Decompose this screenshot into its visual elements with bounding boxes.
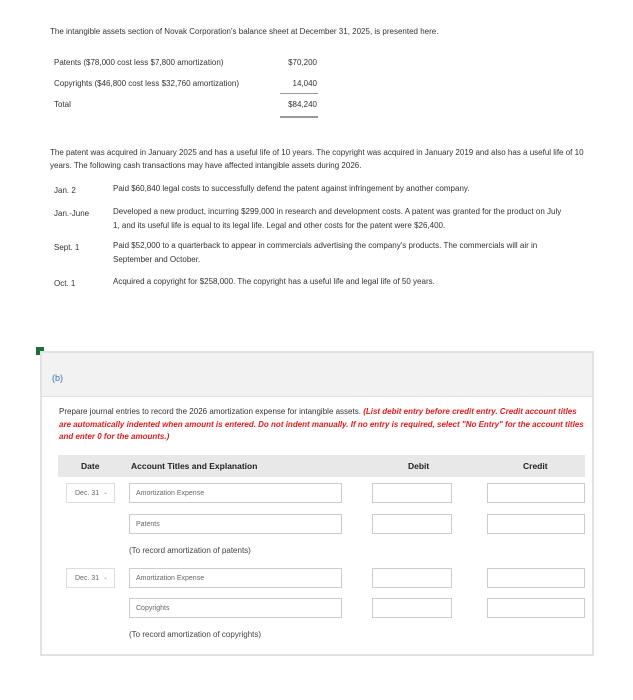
chevron-down-icon: ⌄ [102, 575, 108, 581]
header-date: Date [81, 461, 100, 471]
transaction-text: Paid $60,840 legal costs to successfully defend the patent against infringement by another company. [113, 184, 470, 193]
date-value: Dec. 31 [75, 490, 100, 497]
header-debit: Debit [408, 461, 430, 471]
entry-explanation: (To record amortization of copyrights) [129, 630, 262, 639]
credit-input[interactable] [487, 483, 585, 503]
copyrights-label: Copyrights ($46,800 cost less $32,760 amortization) [54, 79, 239, 88]
copyrights-amount: 14,040 [292, 79, 317, 88]
debit-input[interactable] [372, 483, 452, 503]
credit-input[interactable] [487, 598, 585, 618]
journal-table-header [58, 455, 585, 477]
account-title-input[interactable]: Amortization Expense [129, 483, 342, 503]
part-label: (b) [52, 373, 63, 383]
transaction-text: Developed a new product, incurring $299,000 in research and development costs. A patent was granted for the product on July 1, and its useful life is equal to its legal life. Legal and other costs for the patent were $26,400. [113, 207, 562, 230]
credit-input[interactable] [487, 514, 585, 534]
credit-input[interactable] [487, 568, 585, 588]
instructions [59, 406, 589, 444]
transaction-text: Acquired a copyright for $258,000. The copyright has a useful life and legal life of 50 years. [113, 277, 435, 286]
patents-label: Patents ($78,000 cost less $7,800 amortization) [54, 58, 224, 67]
total-rule [280, 116, 318, 118]
chevron-down-icon: ⌄ [102, 490, 108, 496]
transaction-text: Paid $52,000 to a quarterback to appear in commercials advertising the company's products. The commercials will air in September and October. [113, 241, 538, 264]
transaction-date: Sept. 1 [54, 243, 80, 252]
debit-input[interactable] [372, 568, 452, 588]
header-account: Account Titles and Explanation [131, 461, 258, 471]
debit-input[interactable] [372, 514, 452, 534]
account-title-input[interactable]: Amortization Expense [129, 568, 342, 588]
transaction-date: Jan.-June [54, 209, 90, 218]
instruction-note: (List debit entry before credit entry. Credit account titles are automatically indented when amount is entered. Do not indent manually. If no entry is required, select "No Entry" for the account titles and enter 0 for the amounts.) [59, 407, 584, 441]
transaction-date: Jan. 2 [54, 186, 76, 195]
entry-explanation: (To record amortization of patents) [129, 546, 251, 555]
debit-input[interactable] [372, 598, 452, 618]
intro-text: The intangible assets section of Novak Corporation's balance sheet at December 31, 2025, is presented here. [50, 27, 439, 36]
total-label: Total [54, 100, 71, 109]
instruction-text: Prepare journal entries to record the 2026 amortization expense for intangible assets. [59, 407, 361, 416]
patents-amount: $70,200 [288, 58, 317, 67]
transaction-date: Oct. 1 [54, 279, 76, 288]
account-title-input[interactable]: Patents [129, 514, 342, 534]
part-b-header [42, 353, 592, 397]
total-amount: $84,240 [288, 100, 317, 109]
context-paragraph: The patent was acquired in January 2025 and has a useful life of 10 years. The copyright was acquired in January 2019 and also has a useful life of 10 years. The following cash transactions may have affected intangible assets during 2026. [50, 148, 584, 170]
part-b-panel [40, 351, 594, 656]
date-select[interactable] [66, 568, 115, 588]
date-select[interactable] [66, 483, 115, 503]
header-credit: Credit [523, 461, 548, 471]
account-title-input[interactable]: Copyrights [129, 598, 342, 618]
date-value: Dec. 31 [75, 575, 100, 582]
subtotal-rule [280, 93, 318, 94]
